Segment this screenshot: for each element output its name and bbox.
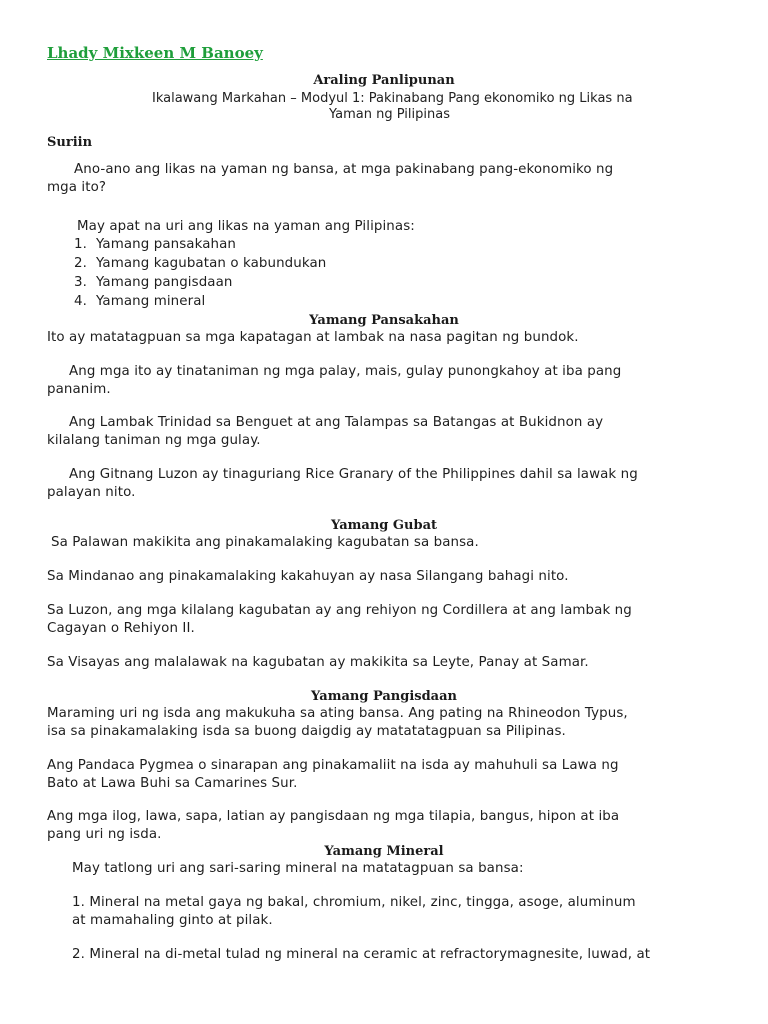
pansakahan-p4-line2: palayan nito. xyxy=(47,485,136,500)
pangisdaan-p1-line1: Maraming uri ng isda ang makukuha sa ating bansa. Ang pating na Rhineodon Typus, xyxy=(47,706,628,721)
suriin-intro: May apat na uri ang likas na yaman ang Pilipinas: xyxy=(77,219,415,234)
list-text: Yamang mineral xyxy=(95,294,206,309)
pangisdaan-heading: Yamang Pangisdaan xyxy=(311,689,457,704)
list-item xyxy=(74,256,326,271)
subject-title: Araling Panlipunan xyxy=(313,73,455,88)
pangisdaan-p3-line1: Ang mga ilog, lawa, sapa, latian ay pangisdaan ng mga tilapia, bangus, hipon at iba xyxy=(47,809,620,824)
list-item xyxy=(74,237,236,252)
suriin-question-line1: Ano-ano ang likas na yaman ng bansa, at mga pakinabang pang-ekonomiko ng xyxy=(74,162,614,177)
pangisdaan-p2-line2: Bato at Lawa Buhi sa Camarines Sur. xyxy=(47,776,298,791)
list-text: Yamang pansakahan xyxy=(95,237,236,252)
pansakahan-p3-line2: kilalang taniman ng mga gulay. xyxy=(47,433,261,448)
list-text: Yamang pangisdaan xyxy=(95,275,233,290)
gubat-p3-line2: Cagayan o Rehiyon II. xyxy=(47,621,195,636)
gubat-p1: Sa Palawan makikita ang pinakamalaking kagubatan sa bansa. xyxy=(51,535,479,550)
pansakahan-p4-line1: Ang Gitnang Luzon ay tinaguriang Rice Granary of the Philippines dahil sa lawak ng xyxy=(69,467,638,482)
pangisdaan-p3-line2: pang uri ng isda. xyxy=(47,827,162,842)
list-number: 1. xyxy=(74,237,87,252)
list-text: Yamang kagubatan o kabundukan xyxy=(95,256,327,271)
mineral-item2-line1: 2. Mineral na di-metal tulad ng mineral na ceramic at refractorymagnesite, luwad, at xyxy=(72,947,651,962)
list-item xyxy=(74,275,233,290)
module-title-line1: Ikalawang Markahan – Modyul 1: Pakinabang Pang ekonomiko ng Likas na xyxy=(152,91,633,106)
mineral-intro: May tatlong uri ang sari-saring mineral na matatagpuan sa bansa: xyxy=(72,861,524,876)
list-number: 2. xyxy=(74,256,87,271)
gubat-p3-line1: Sa Luzon, ang mga kilalang kagubatan ay ang rehiyon ng Cordillera at ang lambak ng xyxy=(47,603,632,618)
mineral-item1-line1: 1. Mineral na metal gaya ng bakal, chromium, nikel, zinc, tingga, asoge, aluminum xyxy=(72,895,636,910)
module-title-line2: Yaman ng Pilipinas xyxy=(329,107,450,122)
pangisdaan-p1-line2: isa sa pinakamalaking isda sa buong daigdig ay matatatagpuan sa Pilipinas. xyxy=(47,724,566,739)
pansakahan-p2-line2: pananim. xyxy=(47,382,111,397)
list-number: 3. xyxy=(74,275,87,290)
suriin-heading: Suriin xyxy=(47,135,93,150)
pansakahan-heading: Yamang Pansakahan xyxy=(309,313,459,328)
pansakahan-p2-line1: Ang mga ito ay tinataniman ng mga palay, mais, gulay punongkahoy at iba pang xyxy=(69,364,622,379)
pangisdaan-p2-line1: Ang Pandaca Pygmea o sinarapan ang pinakamaliit na isda ay mahuhuli sa Lawa ng xyxy=(47,758,619,773)
list-item xyxy=(74,294,205,309)
suriin-question-line2: mga ito? xyxy=(47,180,107,195)
pansakahan-p3-line1: Ang Lambak Trinidad sa Benguet at ang Talampas sa Batangas at Bukidnon ay xyxy=(69,415,604,430)
mineral-heading: Yamang Mineral xyxy=(324,844,444,859)
gubat-p4: Sa Visayas ang malalawak na kagubatan ay makikita sa Leyte, Panay at Samar. xyxy=(47,655,589,670)
mineral-item1-line2: at mamahaling ginto at pilak. xyxy=(72,913,273,928)
gubat-heading: Yamang Gubat xyxy=(330,518,437,533)
author-name: Lhady Mixkeen M Banoey xyxy=(47,44,263,62)
list-number: 4. xyxy=(74,294,87,309)
pansakahan-p1: Ito ay matatagpuan sa mga kapatagan at lambak na nasa pagitan ng bundok. xyxy=(47,330,579,345)
gubat-p2: Sa Mindanao ang pinakamalaking kakahuyan ay nasa Silangang bahagi nito. xyxy=(47,569,569,584)
